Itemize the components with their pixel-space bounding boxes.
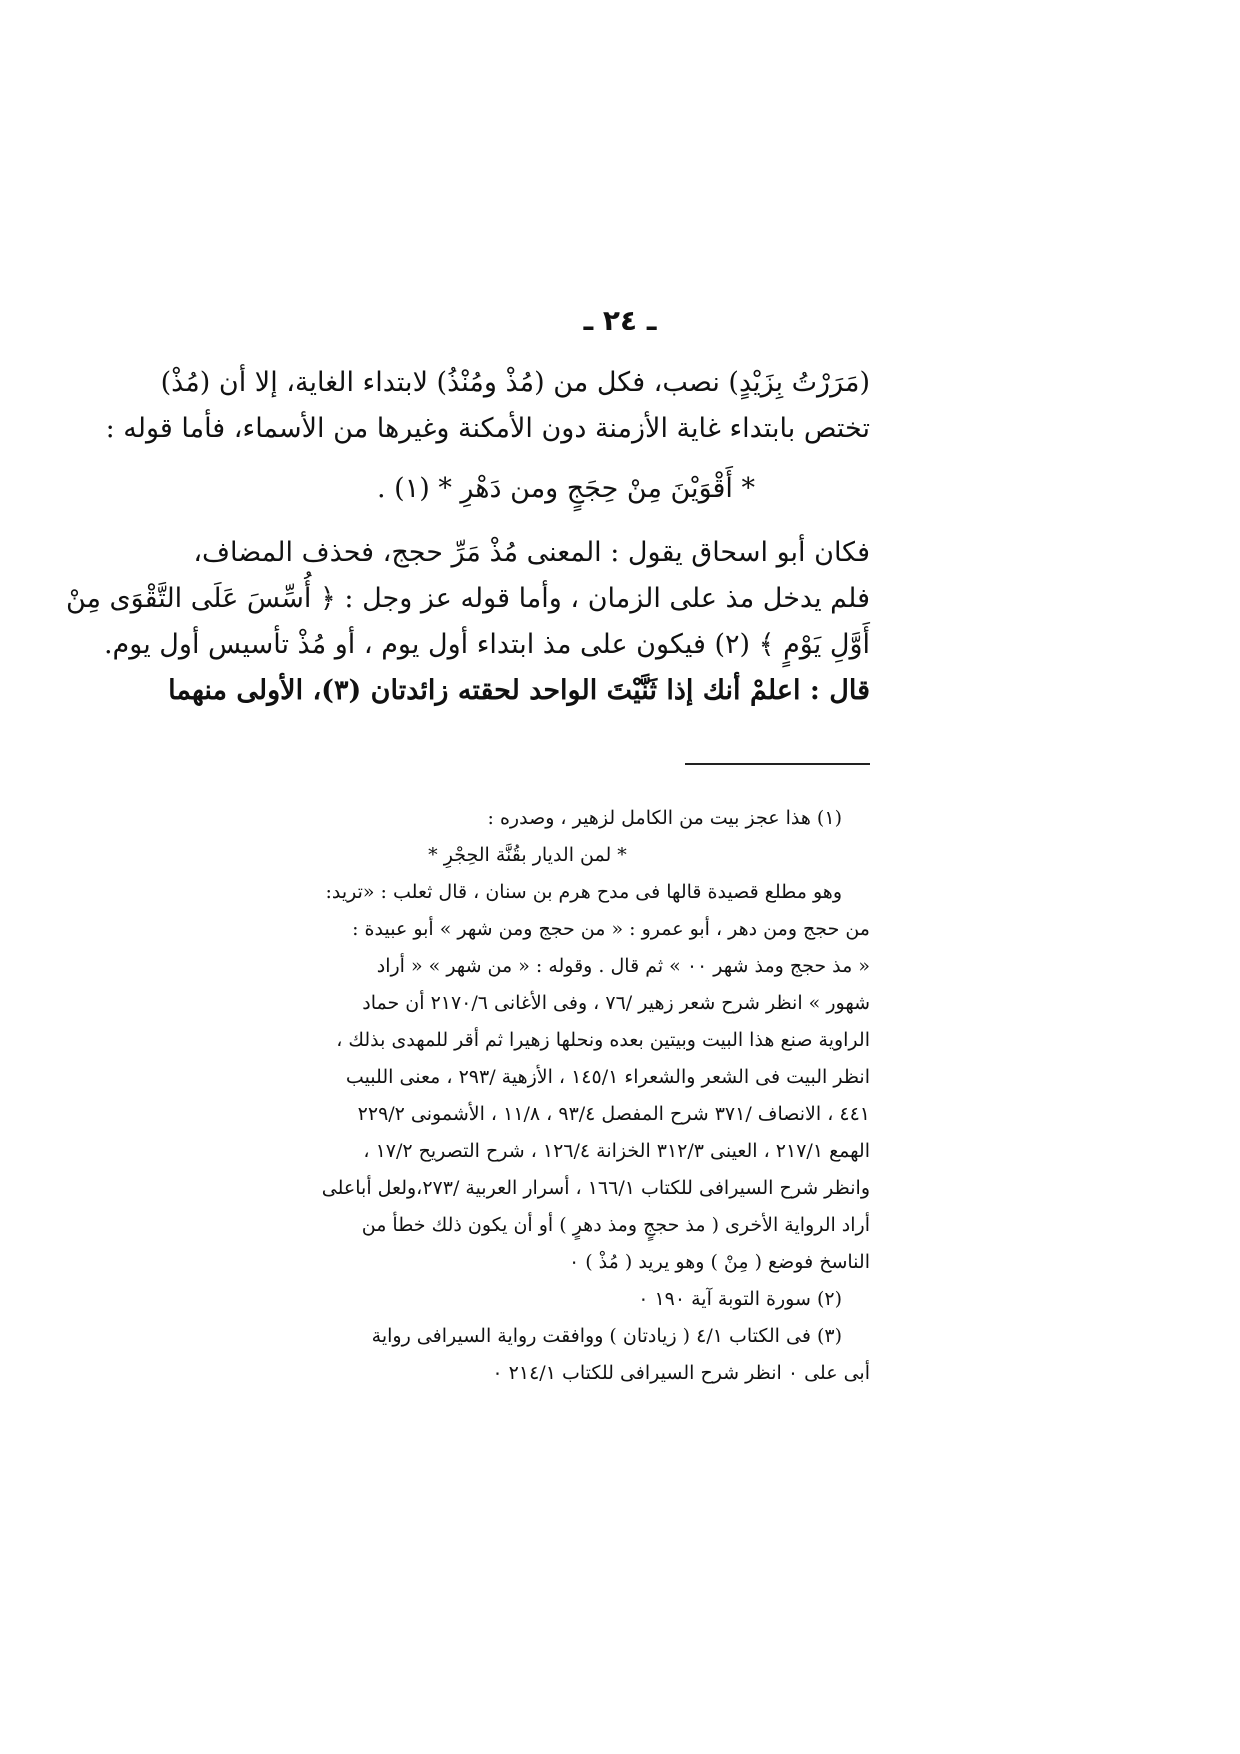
- footnote-line: ٤٤١ ، الانصاف /٣٧١ شرح المفصل ٩٣/٤ ، ١١/٨ ، الأشمونى ٢٢٩/٢: [357, 1103, 870, 1125]
- footnote-line: الناسخ فوضع ( مِنْ ) وهو يريد ( مُذْ ) ٠: [568, 1251, 870, 1273]
- main-line: (مَرَرْتُ بِزَيْدٍ) نصب، فكل من (مُذْ ومُنْذُ) لابتداء الغاية، إلا أن (مُذْ): [160, 367, 870, 398]
- main-line: قال : اعلمْ أنك إذا ثَنَّيْتَ الواحد لحقته زائدتان (٣)، الأولى منهما: [168, 675, 870, 706]
- footnote-line: (٢) سورة التوبة آية ١٩٠ ٠: [638, 1288, 842, 1310]
- footnote-line: أبى على ٠ انظر شرح السيرافى للكتاب ٢١٤/١ ٠: [492, 1362, 870, 1384]
- footnote-line: من حجج ومن دهر ، أبو عمرو : « من حجج ومن شهر » أبو عبيدة :: [352, 918, 870, 940]
- footnote-line: (٣) فى الكتاب ٤/١ ( زيادتان ) ووافقت رواية السيرافى رواية: [371, 1325, 842, 1347]
- footnote-line: شهور » انظر شرح شعر زهير /٧٦ ، وفى الأغانى ٢١٧٠/٦ أن حماد: [362, 992, 870, 1014]
- main-line: فكان أبو اسحاق يقول : المعنى مُذْ مَرِّ حجج، فحذف المضاف،: [193, 537, 870, 568]
- page-number: ـ ٢٤ ـ: [583, 304, 657, 337]
- footnote-line: وانظر شرح السيرافى للكتاب ١٦٦/١ ، أسرار العربية /٢٧٣،ولعل أباعلى: [321, 1177, 870, 1199]
- footnote-line: « مذ حجج ومذ شهر ٠٠ » ثم قال . وقوله : « من شهر » « أراد: [376, 955, 870, 977]
- footnote-line: وهو مطلع قصيدة قالها فى مدح هرم بن سنان ، قال ثعلب : «تريد:: [325, 881, 842, 903]
- main-text: [65, 360, 870, 714]
- main-line: تختص بابتداء غاية الأزمنة دون الأمكنة وغيرها من الأسماء، فأما قوله :: [105, 413, 870, 444]
- footnote-line: الهمع ٢١٧/١ ، العينى ٣١٢/٣ الخزانة ١٢٦/٤ ، شرح التصريح ١٧/٢ ،: [363, 1140, 870, 1162]
- verse-line: * أَقْوَيْنَ مِنْ حِجَجٍ ومن دَهْرِ * (١) .: [376, 473, 756, 504]
- footnote-divider: [685, 763, 870, 765]
- footnotes: [265, 800, 870, 1392]
- main-line: فلم يدخل مذ على الزمان ، وأما قوله عز وجل : ﴿ أُسِّسَ عَلَى التَّقْوَى مِنْ: [65, 583, 870, 614]
- footnote-line: (١) هذا عجز بيت من الكامل لزهير ، وصدره :: [487, 807, 842, 829]
- footnote-verse: * لمن الديار بقُنَّة الحِجْرِ *: [428, 844, 627, 866]
- footnote-line: انظر البيت فى الشعر والشعراء ١٤٥/١ ، الأزهية /٢٩٣ ، معنى اللبيب: [345, 1066, 870, 1088]
- footnote-line: أراد الرواية الأخرى ( مذ حججٍ ومذ دهرٍ ) أو أن يكون ذلك خطأ من: [361, 1214, 870, 1236]
- footnote-line: الراوية صنع هذا البيت وبيتين بعده ونحلها زهيرا ثم أقر للمهدى بذلك ،: [336, 1029, 870, 1051]
- main-line: أَوَّلِ يَوْمٍ ﴾ (٢) فيكون على مذ ابتداء أول يوم ، أو مُذْ تأسيس أول يوم.: [103, 629, 870, 660]
